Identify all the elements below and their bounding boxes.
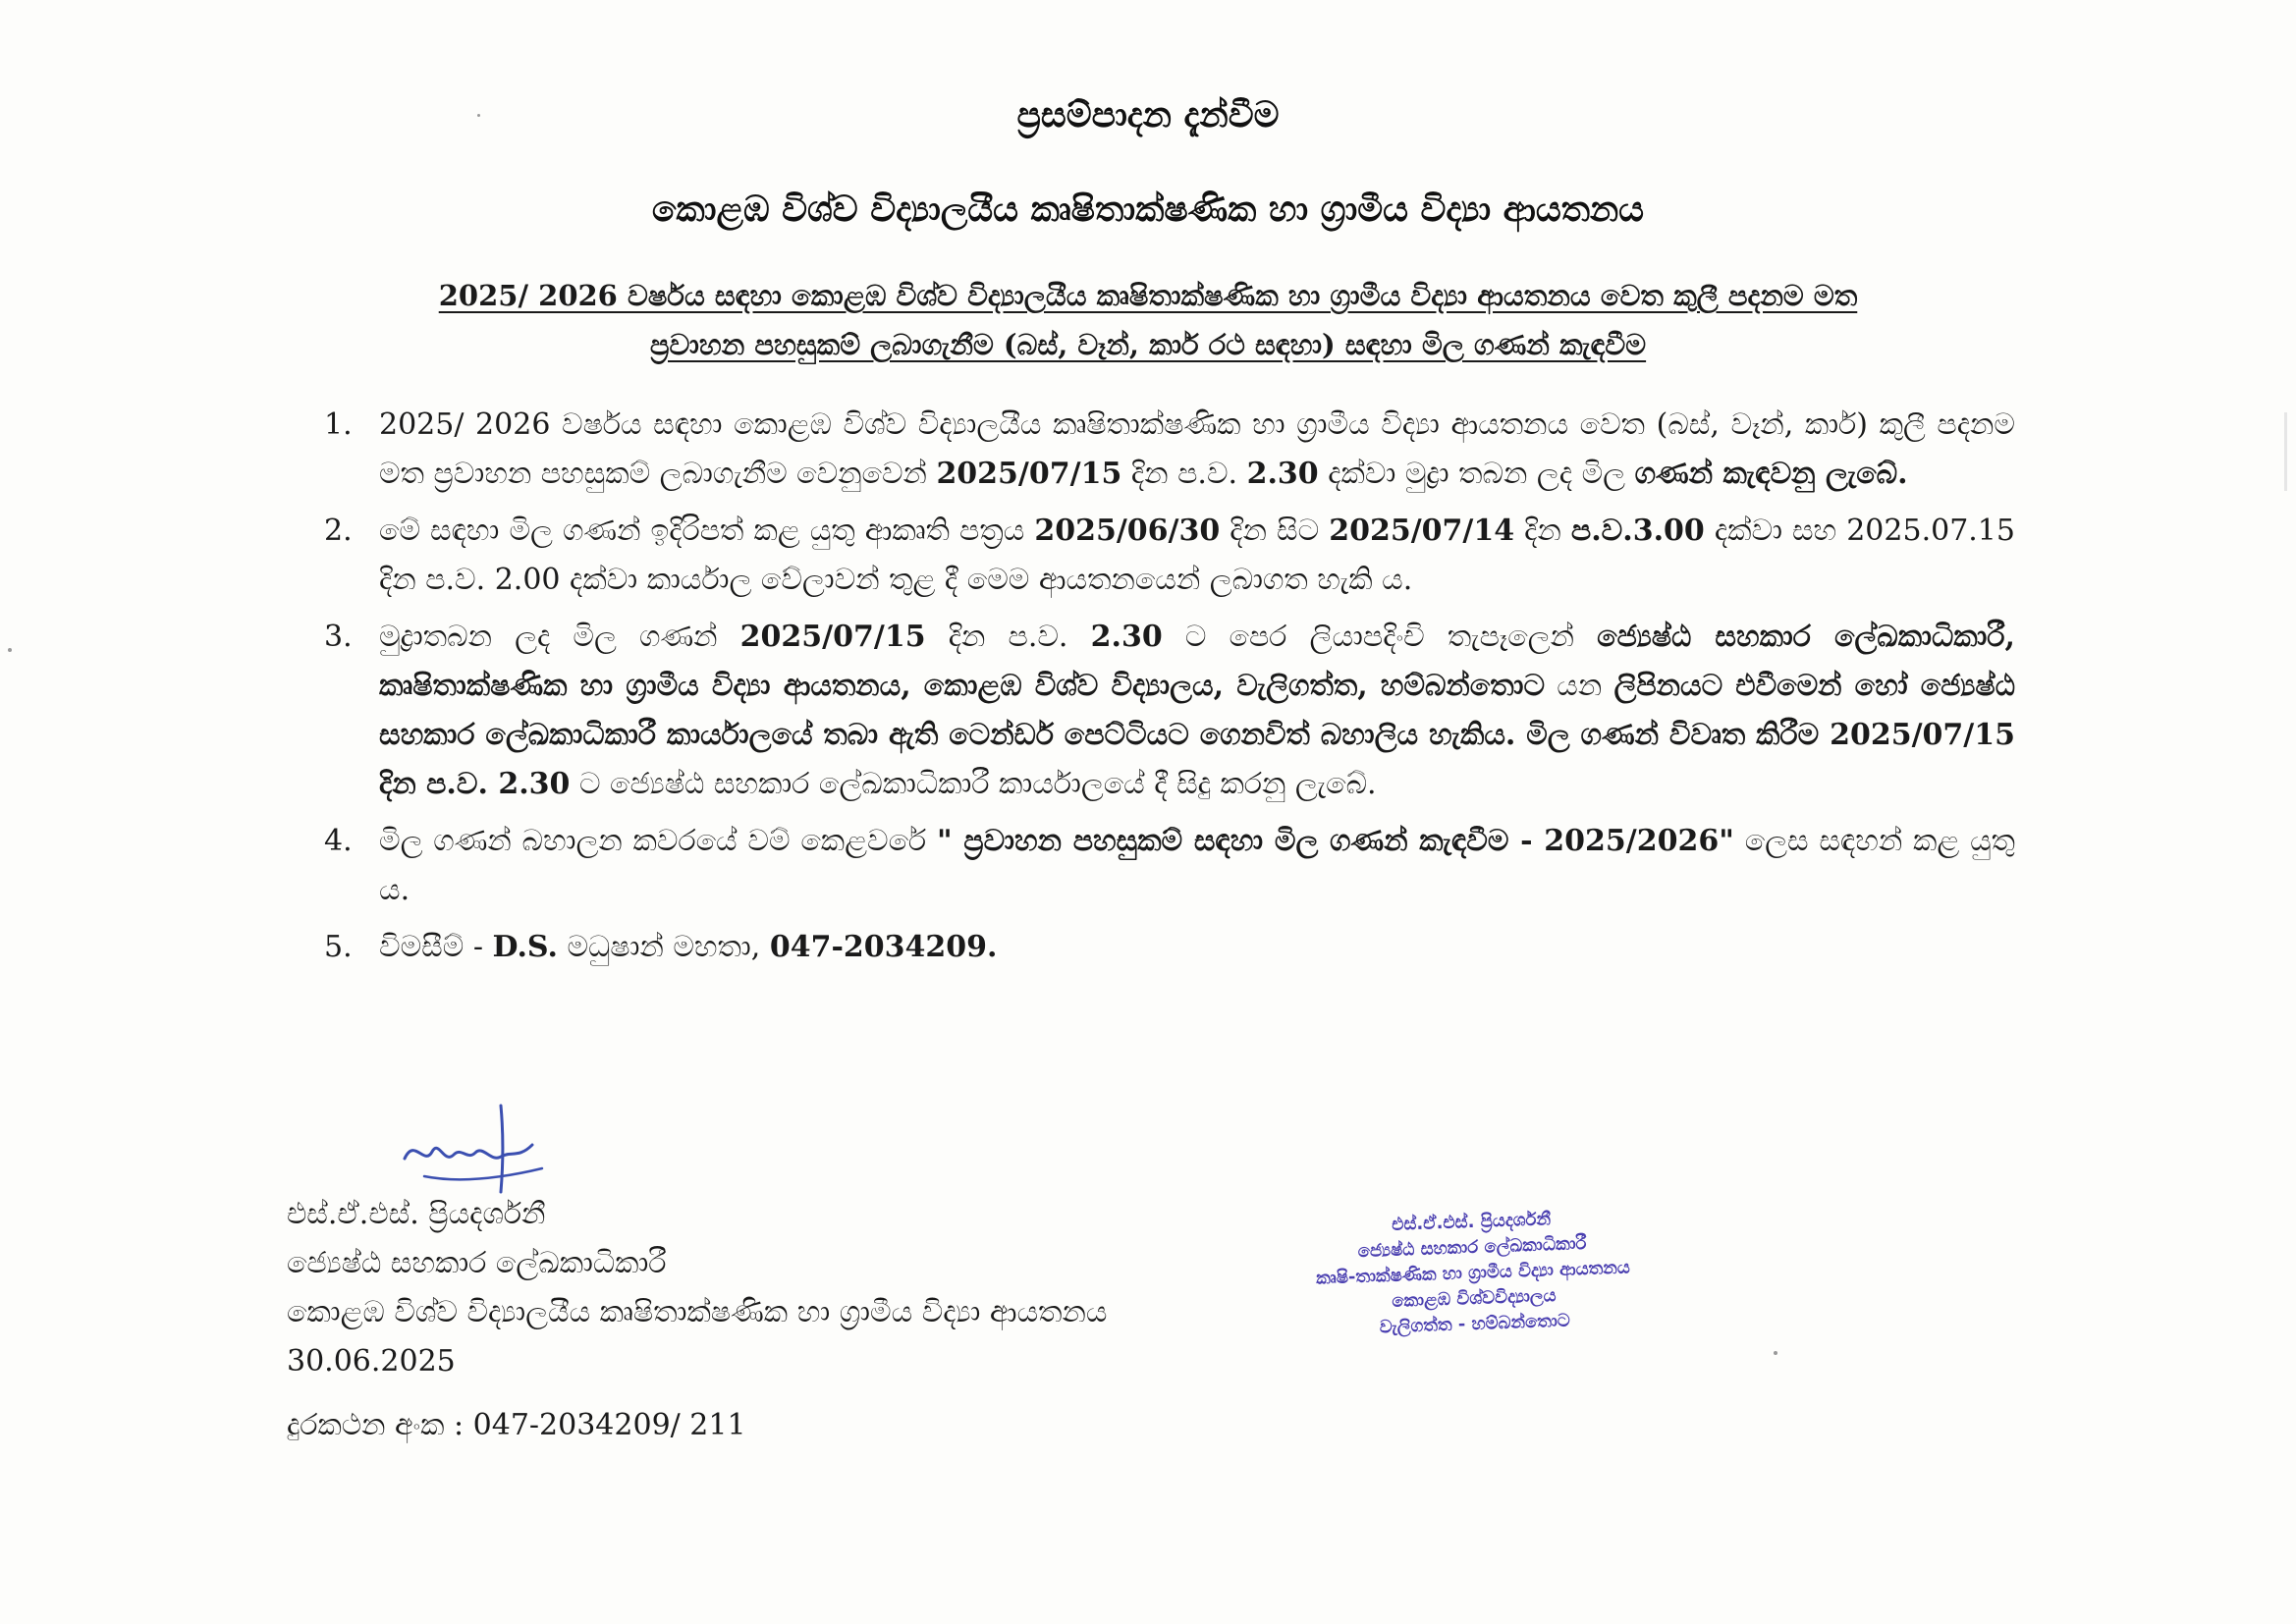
- item-text: ට පෙර ලියාපදිංචි තැපෑලෙන්: [1162, 620, 1598, 654]
- institute-name: කොළඹ විශ්ව විද්‍යාලයීය කෘෂිතාක්ෂණික හා ග්‍රාමීය විද්‍යා ආයතනය: [651, 189, 1645, 230]
- signatory-institute: කොළඹ විශ්ව විද්‍යාලයීය කෘෂිතාක්ෂණික හා ග්‍රාමීය විද්‍යා ආයතනය: [287, 1295, 1108, 1329]
- item-text: 2025/ 2026 වර්ෂය සඳහා කොළඹ විශ්ව විද්‍යාලයීය කෘෂිතාක්ෂණික හා ග්‍රාමීය විද්‍යා ආයතනය වෙත (බස්, වෑන්, කාර්) කුලී පදනම මත ප්‍රවාහන පහසුකම් ලබාගැනීම වෙනුවෙන්: [379, 407, 2015, 491]
- official-stamp: [1255, 1202, 1691, 1344]
- scan-speck: [8, 648, 12, 652]
- stamp-line: කෘෂි-තාක්ෂණික හා ග්‍රාමීය විද්‍යා ආයතනය: [1315, 1257, 1631, 1289]
- scan-speck: [2284, 412, 2287, 491]
- item-bold-text: " ප්‍රවාහන පහසුකම් සඳහා මිල ගණන් කැඳවීම - 2025/2026": [936, 824, 1734, 858]
- item-bold-text: ලිපිනයට එවීමෙන් හෝ ජ්‍යෙෂ්ඨ සහකාර ලේඛකාධිකාරී කාර්යාලයේ තබා ඇති ටෙන්ඩර් පෙට්ටියට ගෙනවිත් බහාලිය හැකිය. මිල ගණන් විවෘත කිරීම 2025/07/15 දින ප.ව. 2.30: [379, 669, 2016, 801]
- item-bold-text: 2025/06/30: [1034, 514, 1221, 548]
- item-text: දක්වා සහ 2025.07.15 දින ප.ව. 2.00 දක්වා කාර්යාල වේලාවන් තුළ දී මෙම ආයතනයෙන් ලබාගත හැකි ය.: [379, 514, 2015, 597]
- stamp-line: ජ්‍යෙෂ්ඨ සහකාර ලේඛකාධිකාරී: [1357, 1232, 1587, 1263]
- item-number: 5.: [324, 930, 353, 964]
- item-text: යන: [1545, 669, 1614, 703]
- list-item: [324, 613, 2015, 809]
- item-text: විමසීම් -: [379, 930, 493, 964]
- list-item: [324, 401, 2015, 499]
- item-text: මිල ගණන් බහාලන කවරයේ වම් කෙළවරේ: [379, 824, 937, 858]
- subject-line-1: 2025/ 2026 වර්ෂය සඳහා කොළඹ විශ්ව විද්‍යාලයීය කෘෂිතාක්ෂණික හා ග්‍රාමීය විද්‍යා ආයතනය වෙත කුලී පදනම මත: [438, 279, 1858, 312]
- item-bold-text: 2025/07/15: [936, 457, 1122, 491]
- list-item: [324, 817, 2015, 915]
- item-bold-text: 047-2034209.: [769, 930, 998, 964]
- notice-subject: [295, 271, 2001, 369]
- stamp-line: වැලිගත්ත - හම්බන්තොට: [1379, 1310, 1571, 1338]
- phone-number: දුරකථන අංක : 047-2034209/ 211: [287, 1408, 746, 1442]
- notice-title: ප්‍රසම්පාදන දැන්වීම: [1016, 94, 1280, 135]
- item-bold-text: ජ්‍යෙෂ්ඨ සහකාර ලේඛකාධිකාරී, කෘෂිතාක්ෂණික හා ග්‍රාමීය විද්‍යා ආයතනය, කොළඹ විශ්ව විද්‍යාලය, වැලිගත්ත, හම්බන්තොට: [379, 620, 2015, 703]
- item-text: දින: [1514, 514, 1571, 548]
- item-number: 1.: [324, 407, 353, 442]
- item-bold-text: 2025/07/15: [739, 620, 926, 654]
- item-text: ලෙස සඳහන් කළ යුතු ය.: [379, 824, 2015, 907]
- item-bold-text: ගණන් කැඳවනු ලැබේ.: [1634, 457, 1908, 491]
- item-bold-text: 2.30: [1246, 457, 1319, 491]
- item-bold-text: D.S.: [492, 930, 558, 964]
- notice-items: [324, 401, 2015, 980]
- scan-speck: [477, 114, 480, 117]
- item-text: මුද්‍රාතබන ලද මිල ගණන්: [379, 620, 740, 654]
- item-text: දින සිට: [1220, 514, 1330, 548]
- signatory-designation: ජ්‍යෙෂ්ඨ සහකාර ලේඛකාධිකාරී: [287, 1246, 667, 1280]
- item-text: දින ප.ව.: [1121, 457, 1247, 491]
- item-bold-text: 2.30: [1090, 620, 1163, 654]
- subject-line-2: ප්‍රවාහන පහසුකම් ලබාගැනීම (බස්, වෑන්, කාර් රථ සඳහා) සඳහා මිල ගණන් කැඳවීම: [649, 328, 1647, 361]
- item-text: මේ සඳහා මිල ගණන් ඉදිරිපත් කළ යුතු ආකෘති පත්‍රය: [379, 514, 1035, 548]
- list-item: [324, 923, 2015, 972]
- item-text: මධුෂාන් මහතා,: [557, 930, 770, 964]
- item-bold-text: 2025/07/14: [1329, 514, 1515, 548]
- item-text: දින ප.ව.: [925, 620, 1091, 654]
- item-number: 2.: [324, 514, 353, 548]
- signatory-block: [287, 1190, 1107, 1386]
- signatory-date: 30.06.2025: [287, 1344, 456, 1379]
- item-number: 3.: [324, 620, 353, 654]
- signatory-name: එස්.ඒ.එස්. ප්‍රියදර්ශනී: [287, 1197, 546, 1231]
- stamp-line: කොළඹ විශ්වවිද්‍යාලය: [1391, 1285, 1557, 1312]
- scan-speck: [1774, 1351, 1777, 1355]
- stamp-line: එස්.ඒ.එස්. ප්‍රියදර්ශනී: [1391, 1209, 1552, 1235]
- list-item: [324, 507, 2015, 605]
- item-bold-text: ප.ව.3.00: [1570, 514, 1705, 548]
- item-number: 4.: [324, 824, 353, 858]
- item-text: දක්වා මුද්‍රා තබන ලද මිල: [1318, 457, 1635, 491]
- item-text: ට ජ්‍යෙෂ්ඨ සහකාර ලේඛකාධිකාරී කාර්යාලයේ දී සිදු කරනු ලැබේ.: [570, 767, 1377, 801]
